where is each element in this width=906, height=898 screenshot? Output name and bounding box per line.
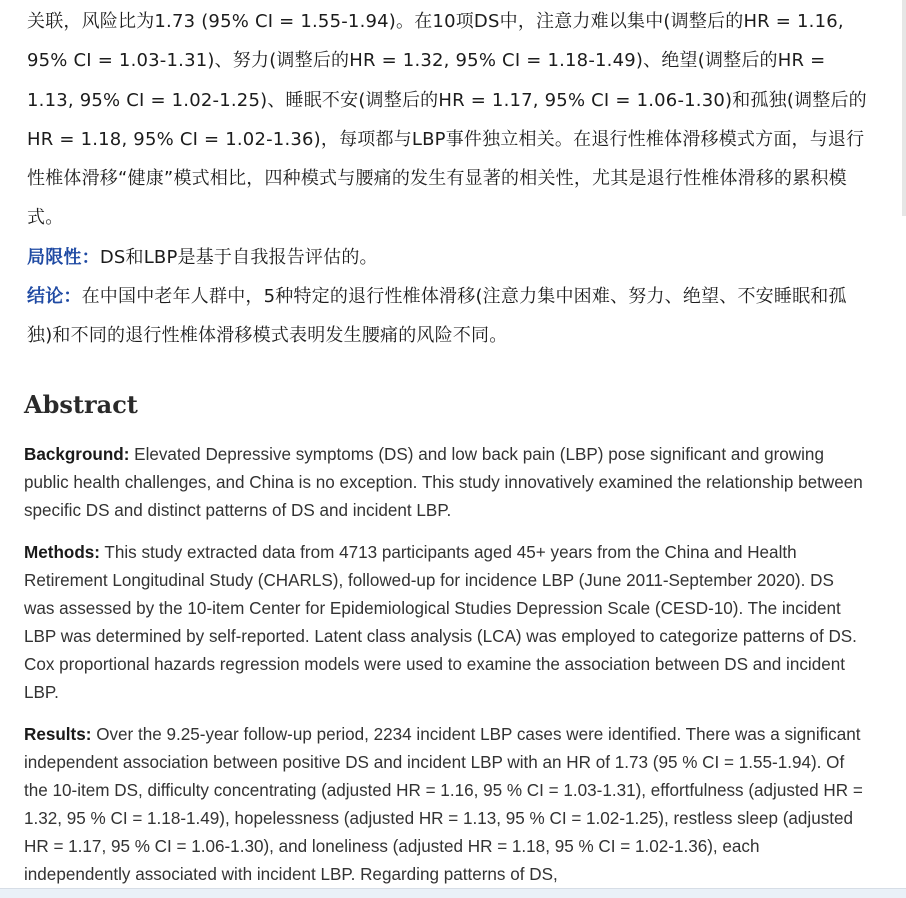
background-text: Elevated Depressive symptoms (DS) and low back pain (LBP) pose significant and growing public health challenges, and China is no exception. This study innovatively examined the relationship between specific DS and distinct patterns of DS and incident LBP. xyxy=(24,445,863,520)
limitations-label: 局限性： xyxy=(27,246,100,268)
conclusion-label: 结论： xyxy=(27,286,82,308)
chinese-results-paragraph: 关联，风险比为1.73 (95% CI = 1.55-1.94)。在10项DS中，注意力难以集中(调整后的HR = 1.16, 95% CI = 1.03-1.31)、努力(调整后的HR = 1.32, 95% CI = 1.18-1.49)、绝望(调整后的HR = 1.13, 95% CI = 1.02-1.25)、睡眠不安(调整后的HR = 1.17, 95% CI = 1.06-1.30)和孤独(调整后的HR = 1.18, 95% CI = 1.02-1.36)，每项都与LBP事件独立相关。在退行性椎体滑移模式方面，与退行性椎体滑移“健康”模式相比，四种模式与腰痛的发生有显著的相关性，尤其是退行性椎体滑移的累积模式。 xyxy=(27,11,867,229)
chinese-limitations-paragraph xyxy=(27,238,867,277)
abstract-heading: Abstract xyxy=(24,390,138,419)
chinese-conclusion-paragraph xyxy=(27,277,867,356)
methods-label: Methods: xyxy=(24,543,100,562)
results-paragraph xyxy=(24,721,866,889)
chinese-abstract xyxy=(27,2,867,356)
background-paragraph xyxy=(24,441,866,525)
scrollbar-track[interactable] xyxy=(902,0,906,216)
methods-paragraph xyxy=(24,539,866,707)
background-label: Background: xyxy=(24,445,130,464)
english-abstract xyxy=(24,441,866,898)
conclusion-text: 在中国中老年人群中，5种特定的退行性椎体滑移(注意力集中困难、努力、绝望、不安睡眠和孤独)和不同的退行性椎体滑移模式表明发生腰痛的风险不同。 xyxy=(27,286,847,347)
results-label: Results: xyxy=(24,725,92,744)
limitations-text: DS和LBP是基于自我报告评估的。 xyxy=(99,246,378,268)
methods-text: This study extracted data from 4713 participants aged 45+ years from the China and Health Retirement Longitudinal Study (CHARLS), followed-up for incidence LBP (June 2011-September 2020). DS was assessed by the 10-item Center for Epidemiological Studies Depression Scale (CESD-10). The incident LBP was determined by self-reported. Latent class analysis (LCA) was employed to categorize patterns of DS. Cox proportional hazards regression models were used to examine the association between DS and incident LBP. xyxy=(24,543,857,702)
results-text: Over the 9.25-year follow-up period, 2234 incident LBP cases were identified. There was a significant independent association between positive DS and incident LBP with an HR of 1.73 (95 % CI = 1.55-1.94). Of the 10-item DS, difficulty concentrating (adjusted HR = 1.16, 95 % CI = 1.03-1.31), effortfulness (adjusted HR = 1.32, 95 % CI = 1.18-1.49), hopelessness (adjusted HR = 1.13, 95 % CI = 1.02-1.25), restless sleep (adjusted HR = 1.17, 95 % CI = 1.06-1.30), and loneliness (adjusted HR = 1.18, 95 % CI = 1.02-1.36), each independently associated with incident LBP. Regarding patterns of DS, xyxy=(24,725,863,884)
bottom-toolbar-edge xyxy=(0,888,906,898)
